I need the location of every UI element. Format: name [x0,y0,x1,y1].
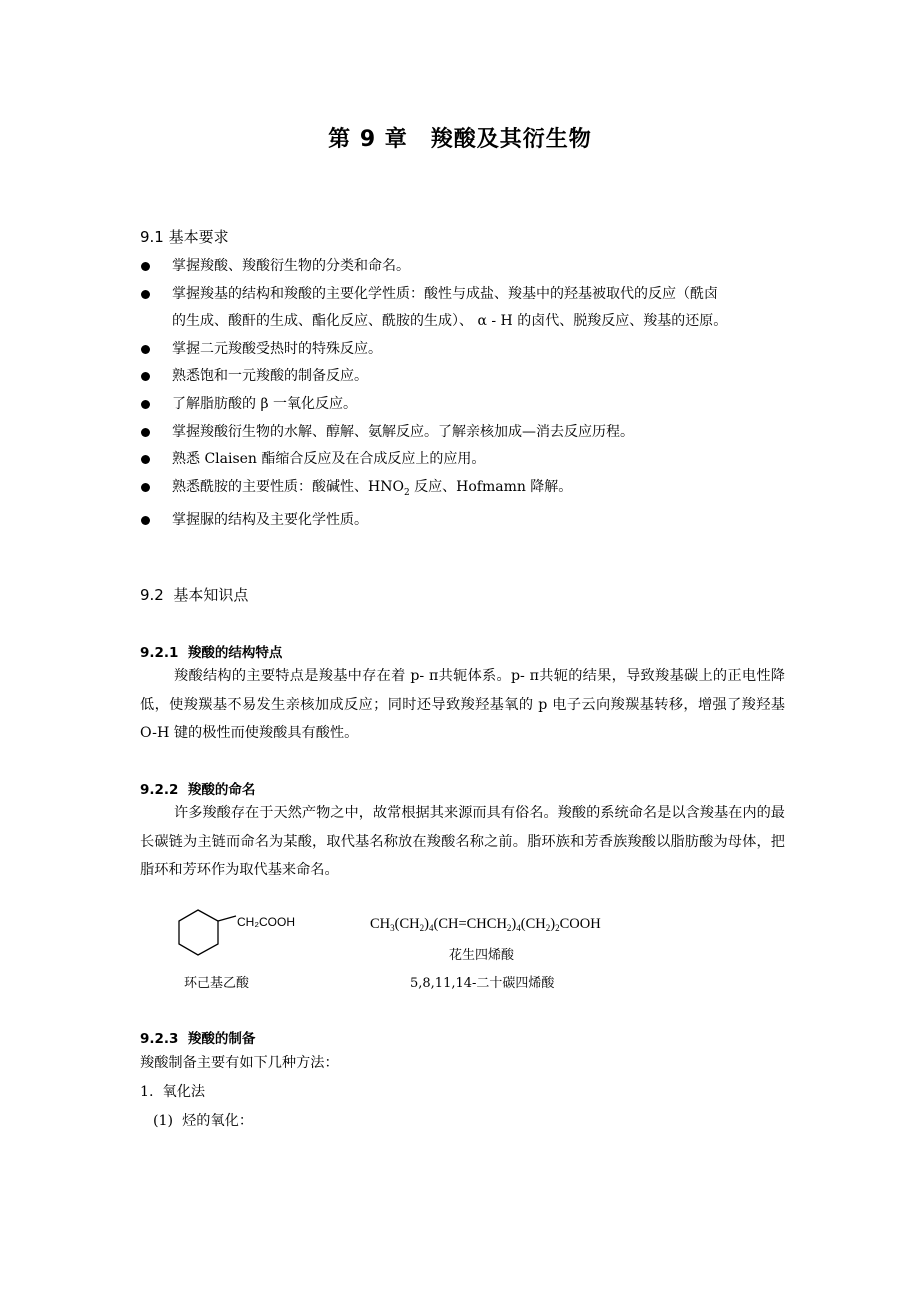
bullet-icon [141,455,150,464]
list-item-text: 熟悉饱和一元羧酸的制备反应。 [172,368,368,385]
bullet-icon [141,262,150,271]
subsection-heading-naming: 9.2.2 羧酸的命名 [140,782,256,798]
requirements-list [140,253,790,535]
bullet-icon [141,428,150,437]
list-item [140,419,790,447]
paragraph-structure: 羧酸结构的主要特点是羧基中存在着 p- π共轭体系。p- π共轭的结果，导致羧基碳上的正电性降低，使羧羰基不易发生亲核加成反应；同时还导致羧羟基氧的 p 电子云向羧羰基转移，增强了羧羟基 O-H 键的极性而使羧酸具有酸性。 [140,668,785,741]
list-item [140,391,790,419]
preparation-intro: 羧酸制备主要有如下几种方法： [140,1055,339,1071]
bullet-icon [141,483,150,492]
list-item-text: 掌握二元羧酸受热时的特殊反应。 [172,340,382,357]
list-item-text: 掌握脲的结构及主要化学性质。 [172,512,368,529]
section-heading-basic-knowledge: 9.2 基本知识点 [140,586,249,604]
list-item-text-tail: 反应、Hofmamn 降解。 [409,478,573,495]
chapter-title: 第 9 章 羧酸及其衍生物 [328,127,592,152]
method-oxidation: 1. 氧化法 [140,1084,206,1100]
list-item-text: 掌握羧酸衍生物的水解、醇解、氨解反应。了解亲核加成—消去反应历程。 [172,423,634,440]
list-item [140,446,790,474]
list-item-text: 了解脂肪酸的 β 一氧化反应。 [172,395,357,412]
substituent-label: CH₂COOH [237,915,295,929]
caption-cyclohexylacetic-acid: 环己基乙酸 [184,976,250,991]
bullet-icon [141,372,150,381]
list-item-text-continued: 的生成、酸酐的生成、酯化反应、酰胺的生成）、 α - H 的卤代、脱羧反应、羧基的还原。 [172,313,728,330]
list-item [140,336,790,364]
paragraph-naming: 许多羧酸存在于天然产物之中，故常根据其来源而具有俗名。羧酸的系统命名是以含羧基在内的最长碳链为主链而命名为某酸，取代基名称放在羧酸名称之前。脂环族和芳香族羧酸以脂肪酸为母体，把脂环和芳环作为取代基来命名。 [140,805,785,878]
method-oxidation-hydrocarbon: (1) 烃的氧化： [153,1113,254,1129]
section-heading-basic-requirements: 9.1 基本要求 [140,228,229,246]
caption-systematic-name: 5,8,11,14-二十碳四烯酸 [410,976,555,991]
list-item [140,253,790,281]
cyclohexane-ring-diagram [176,906,238,958]
subscript: 2 [403,487,410,498]
list-item-text: 掌握羧酸、羧酸衍生物的分类和命名。 [172,258,410,274]
list-item-text: 熟悉酰胺的主要性质：酸碱性、HNO [172,478,404,495]
list-item [140,507,790,535]
bullet-icon [141,345,150,354]
list-item [140,281,790,336]
list-item-text: 掌握羧基的结构和羧酸的主要化学性质：酸性与成盐、羧基中的羟基被取代的反应（酰卤 [172,285,718,302]
subsection-heading-preparation: 9.2.3 羧酸的制备 [140,1031,256,1047]
subsection-heading-structure: 9.2.1 羧酸的结构特点 [140,645,283,661]
list-item [140,363,790,391]
arachidonic-acid-formula: $CH_3(CH_2)_4(CH=CHCH_2)_4(CH_2)_2COOH$ [370,916,601,933]
caption-common-name: 花生四烯酸 [449,948,515,963]
bullet-icon [141,400,150,409]
bullet-icon [141,516,150,525]
list-item-text: 熟悉 Claisen 酯缩合反应及在合成反应上的应用。 [172,451,486,468]
bullet-icon [141,290,150,299]
list-item [140,474,790,507]
